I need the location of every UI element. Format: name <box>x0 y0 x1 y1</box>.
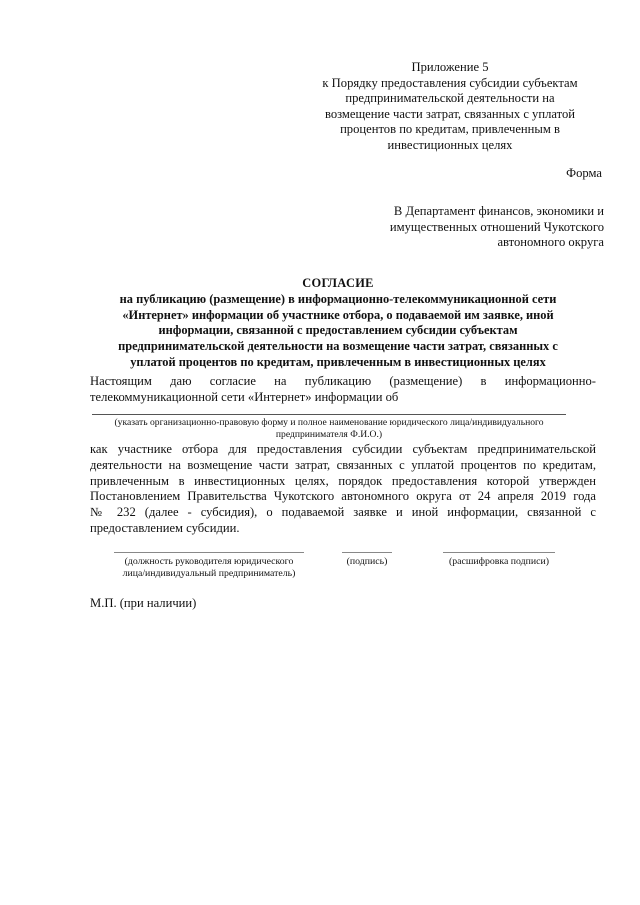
appendix-line: инвестиционных целях <box>387 137 513 152</box>
signature-decoding-field[interactable] <box>443 552 555 553</box>
title-subline: на публикацию (размещение) в информационно-телекоммуникационной сети <box>119 291 557 306</box>
caption-line: лица/индивидуальный предприниматель) <box>122 568 296 580</box>
document-title <box>80 276 596 371</box>
paragraph-line: как участнике отбора для предоставления субсидии субъектам предпринимательской <box>90 442 596 456</box>
appendix-line: к Порядку предоставления субсидии субъектам <box>322 75 578 90</box>
paragraph-line: Постановлением Правительства Чукотского автономного округа от 24 апреля 2019 года <box>90 489 596 504</box>
position-signature-field[interactable] <box>114 552 304 553</box>
stamp-label: М.П. (при наличии) <box>90 596 197 610</box>
form-label: Форма <box>566 166 602 180</box>
title-main: СОГЛАСИЕ <box>302 276 374 290</box>
decoding-caption: (расшифровка подписи) <box>448 556 549 567</box>
paragraph-line: предоставлением субсидии. <box>90 520 240 535</box>
paragraph-line: № 232 (далее - субсидия), о подаваемой заявке и иной информации, связанной с <box>90 505 596 520</box>
appendix-line: Приложение 5 <box>411 60 489 74</box>
appendix-line: возмещение части затрат, связанных с уплатой <box>324 106 576 121</box>
appendix-line: предпринимательской деятельности на <box>345 91 555 106</box>
title-subline: предпринимательской деятельности на возмещение части затрат, связанных с <box>118 339 558 354</box>
paragraph-line: деятельности на возмещение части затрат, связанных с уплатой процентов по кредитам, <box>90 457 596 472</box>
paragraph-line: привлеченным в инвестиционных целях, порядок предоставления которой утвержден <box>90 473 596 488</box>
addressee-line: В Департамент финансов, экономики и <box>393 204 604 218</box>
participant-paragraph <box>90 442 596 537</box>
consent-paragraph <box>90 374 596 406</box>
addressee-line: имущественных отношений Чукотского <box>389 219 604 234</box>
addressee-block <box>320 204 604 251</box>
title-subline: информации, связанной с предоставлением субсидии субъектам <box>158 323 518 338</box>
signature-caption: (подпись) <box>346 556 388 567</box>
title-subline: уплатой процентов по кредитам, привлеченным в инвестиционных целях <box>130 354 546 369</box>
appendix-header <box>300 60 600 154</box>
caption-line: (должность руководителя юридического <box>124 556 294 567</box>
addressee-line: автономного округа <box>497 235 604 250</box>
organization-name-field[interactable] <box>92 414 566 415</box>
position-caption <box>104 556 314 580</box>
appendix-line: процентов по кредитам, привлеченным в <box>340 122 560 137</box>
signature-field[interactable] <box>342 552 392 553</box>
caption-line: предпринимателя Ф.И.О.) <box>275 429 383 440</box>
paragraph-line: телекоммуникационной сети «Интернет» информации об <box>90 389 399 404</box>
title-subline: «Интернет» информации об участнике отбора, о подаваемой им заявке, иной <box>122 307 554 322</box>
caption-line: (указать организационно-правовую форму и полное наименование юридического лица/индивидуального <box>114 417 544 428</box>
organization-field-caption <box>92 417 566 441</box>
paragraph-line: Настоящим даю согласие на публикацию (размещение) в информационно- <box>90 374 596 388</box>
